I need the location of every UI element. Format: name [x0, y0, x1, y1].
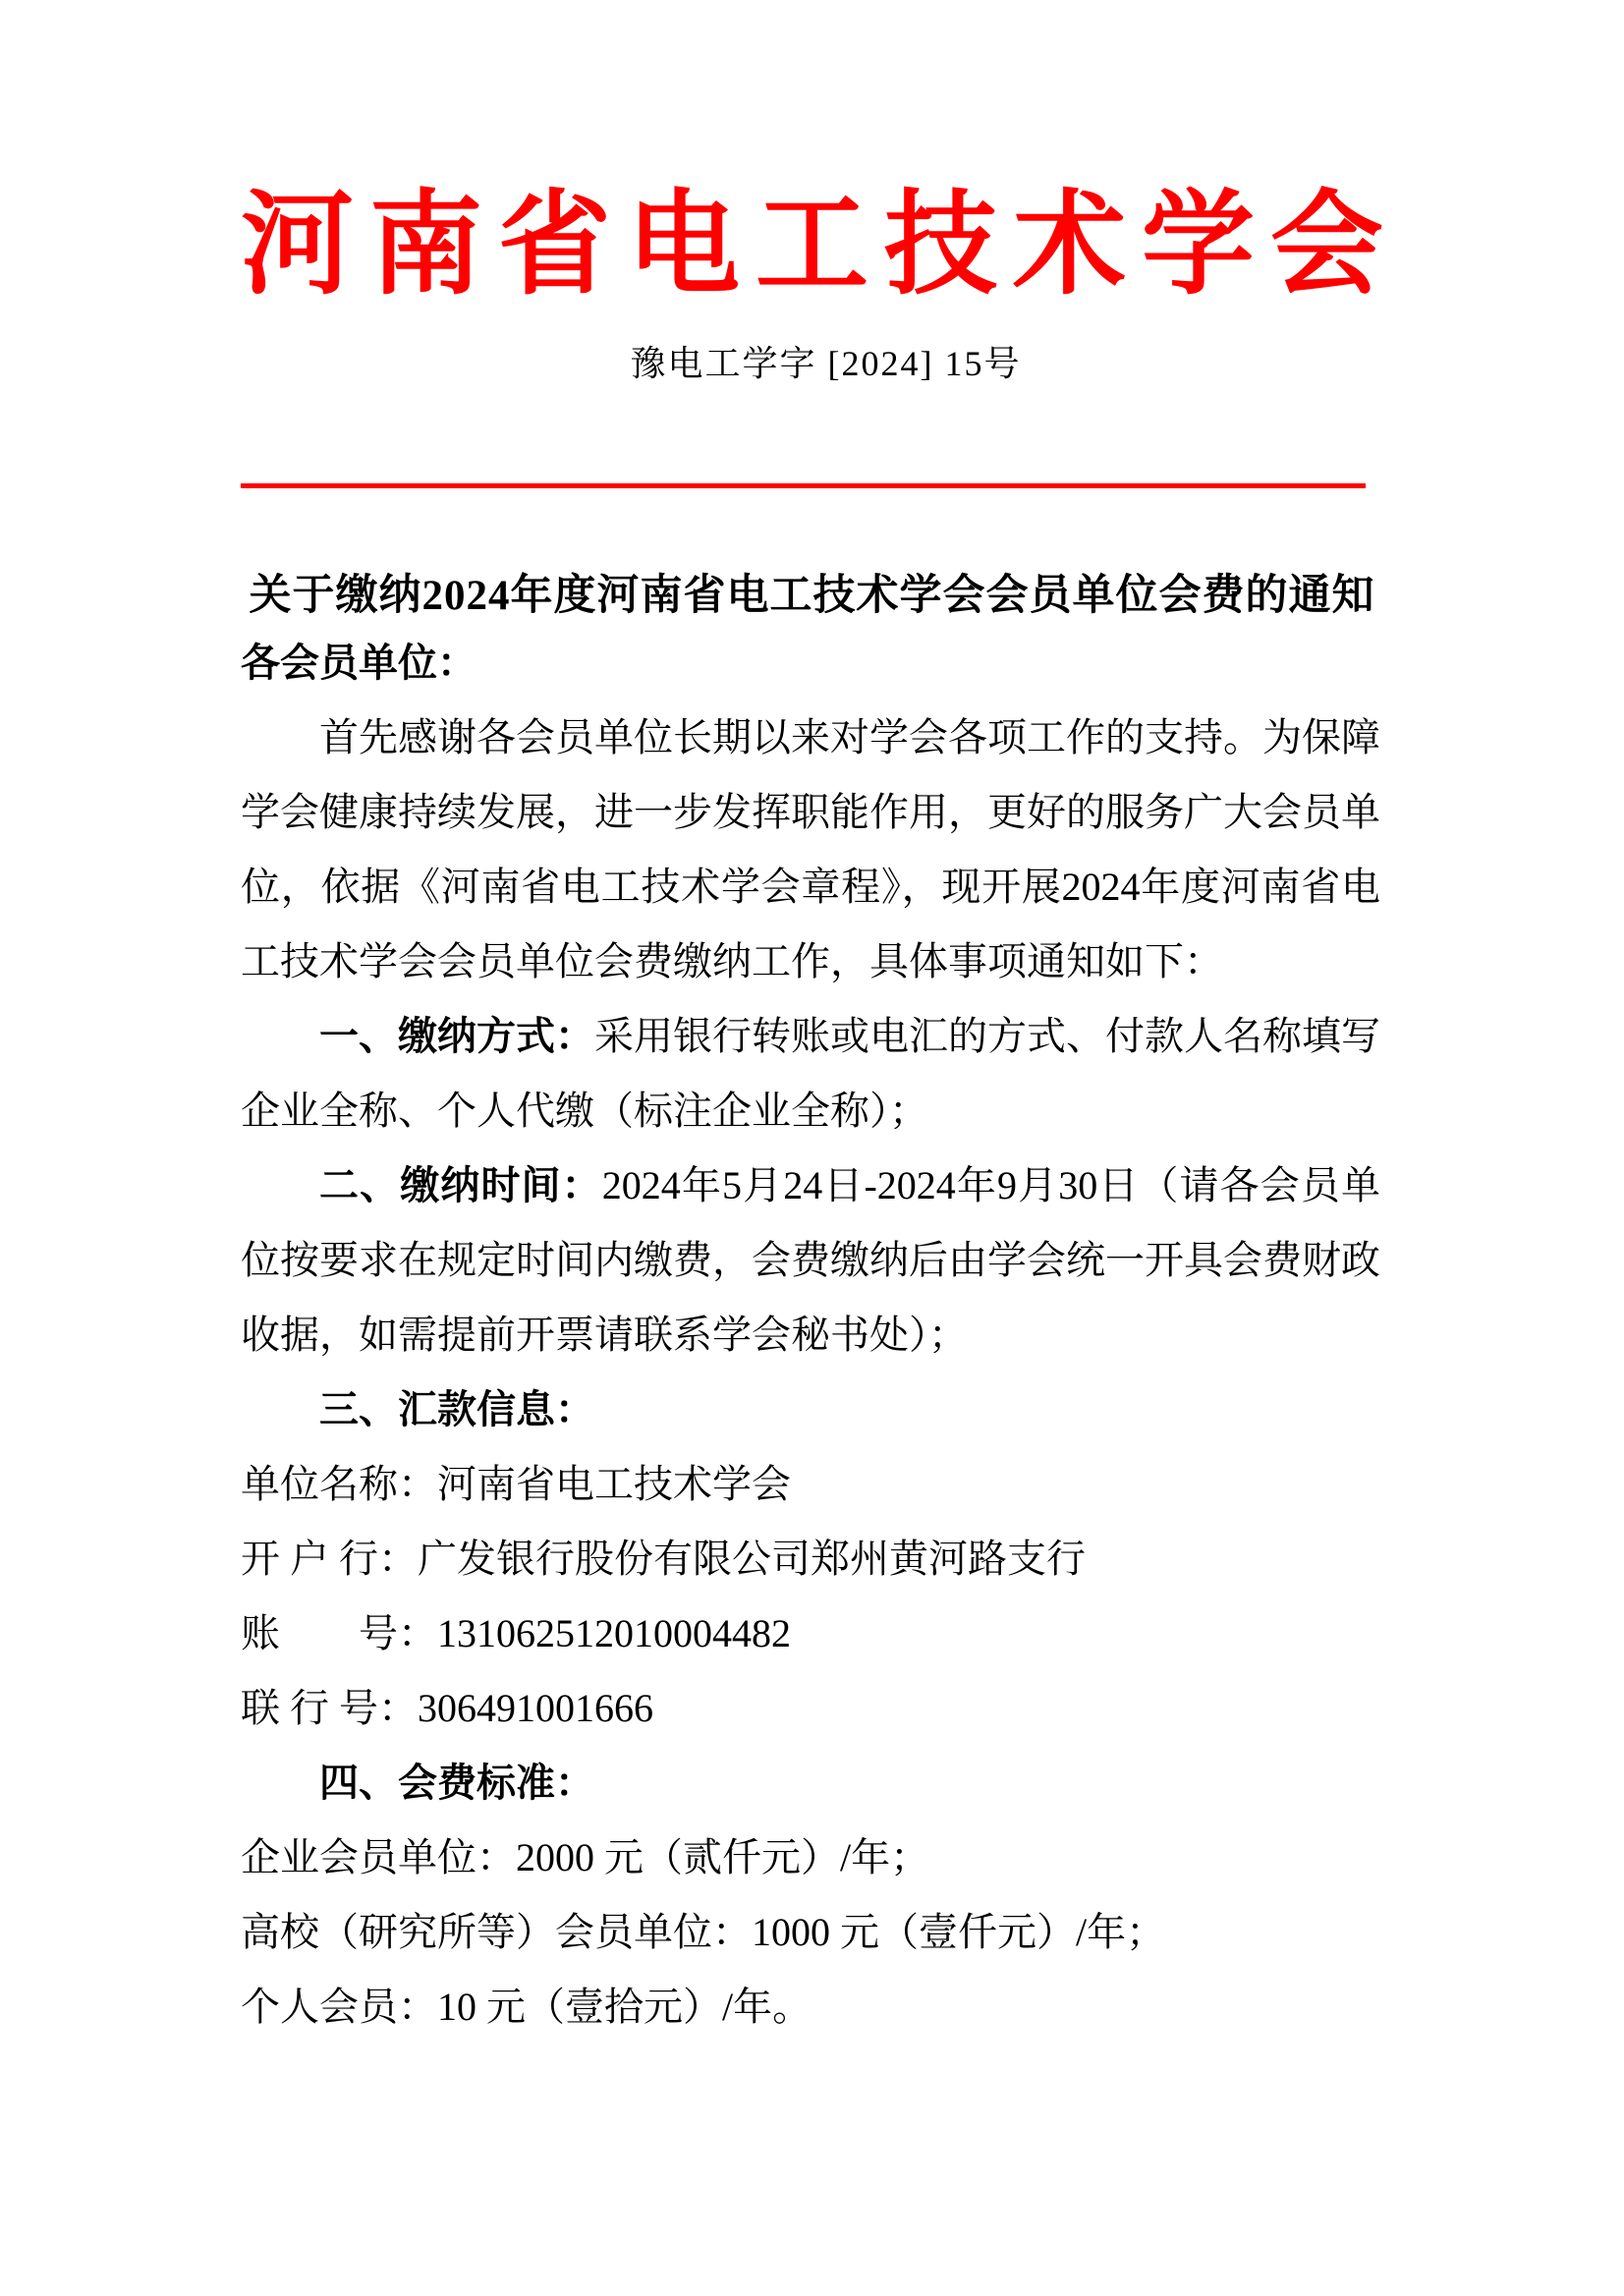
intro-paragraph: [241, 700, 1380, 999]
bank-info-value: 河南省电工技术学会: [437, 1462, 791, 1506]
bank-info-line-cnaps-code: [241, 1671, 1380, 1746]
section-payment-method-text: 采用银行转账或电汇的方式、付款人名称填写企业全称、个人代缴（标注企业全称）；: [241, 1014, 1380, 1133]
section-fee-standards-label: 四、会费标准：: [319, 1761, 594, 1805]
section-remittance-info: [241, 1372, 1380, 1447]
bank-info-value: 131062512010004482: [437, 1611, 791, 1655]
notice-title: 关于缴纳2024年度河南省电工技术学会会员单位会费的通知: [249, 573, 1375, 619]
section-payment-method-label: 一、缴纳方式：: [319, 1014, 594, 1058]
section-payment-deadline-label: 二、缴纳时间：: [319, 1163, 602, 1207]
bank-info-label: 开 户 行：: [241, 1537, 418, 1581]
organization-title: 河南省电工技术学会: [240, 183, 1399, 308]
fee-standard-line-individual: 个人会员：10 元（壹拾元）/年。: [241, 1985, 812, 2029]
fee-standard-line-university: 高校（研究所等）会员单位：1000 元（壹仟元）/年；: [241, 1910, 1166, 1954]
intro-text: 首先感谢各会员单位长期以来对学会各项工作的支持。为保障学会健康持续发展，进一步发挥职能作用，更好的服务广大会员单位，依据《河南省电工技术学会章程》，现开展2024年度河南省电工技术学会会员单位会费缴纳工作，具体事项通知如下：: [241, 715, 1380, 983]
bank-info-label: 单位名称：: [241, 1462, 437, 1506]
section-payment-method: [241, 999, 1380, 1148]
bank-info-value: 广发银行股份有限公司郑州黄河路支行: [418, 1537, 1086, 1581]
bank-info-line-unit-name: [241, 1447, 1380, 1522]
section-remittance-info-label: 三、汇款信息：: [319, 1387, 594, 1431]
document-number: 豫电工学字 [2024] 15号: [630, 344, 1022, 383]
bank-info-line-bank-name: [241, 1522, 1380, 1596]
letterhead-divider: [241, 483, 1366, 488]
bank-info-label: 账 号：: [241, 1611, 437, 1655]
section-payment-deadline: [241, 1148, 1380, 1372]
bank-info-value: 306491001666: [418, 1686, 653, 1730]
section-payment-deadline-text: 2024年5月24日-2024年9月30日（请各会员单位按要求在规定时间内缴费，会费缴纳后由学会统一开具会费财政收据，如需提前开票请联系学会秘书处）；: [241, 1163, 1380, 1357]
section-fee-standards: [241, 1746, 1380, 1820]
bank-info-label: 联 行 号：: [241, 1686, 418, 1730]
fee-standard-line-enterprise: 企业会员单位：2000 元（贰仟元）/年；: [241, 1835, 930, 1879]
salutation: 各会员单位：: [241, 641, 476, 685]
bank-info-line-account-number: [241, 1596, 1380, 1671]
notice-body: [241, 626, 1380, 2044]
